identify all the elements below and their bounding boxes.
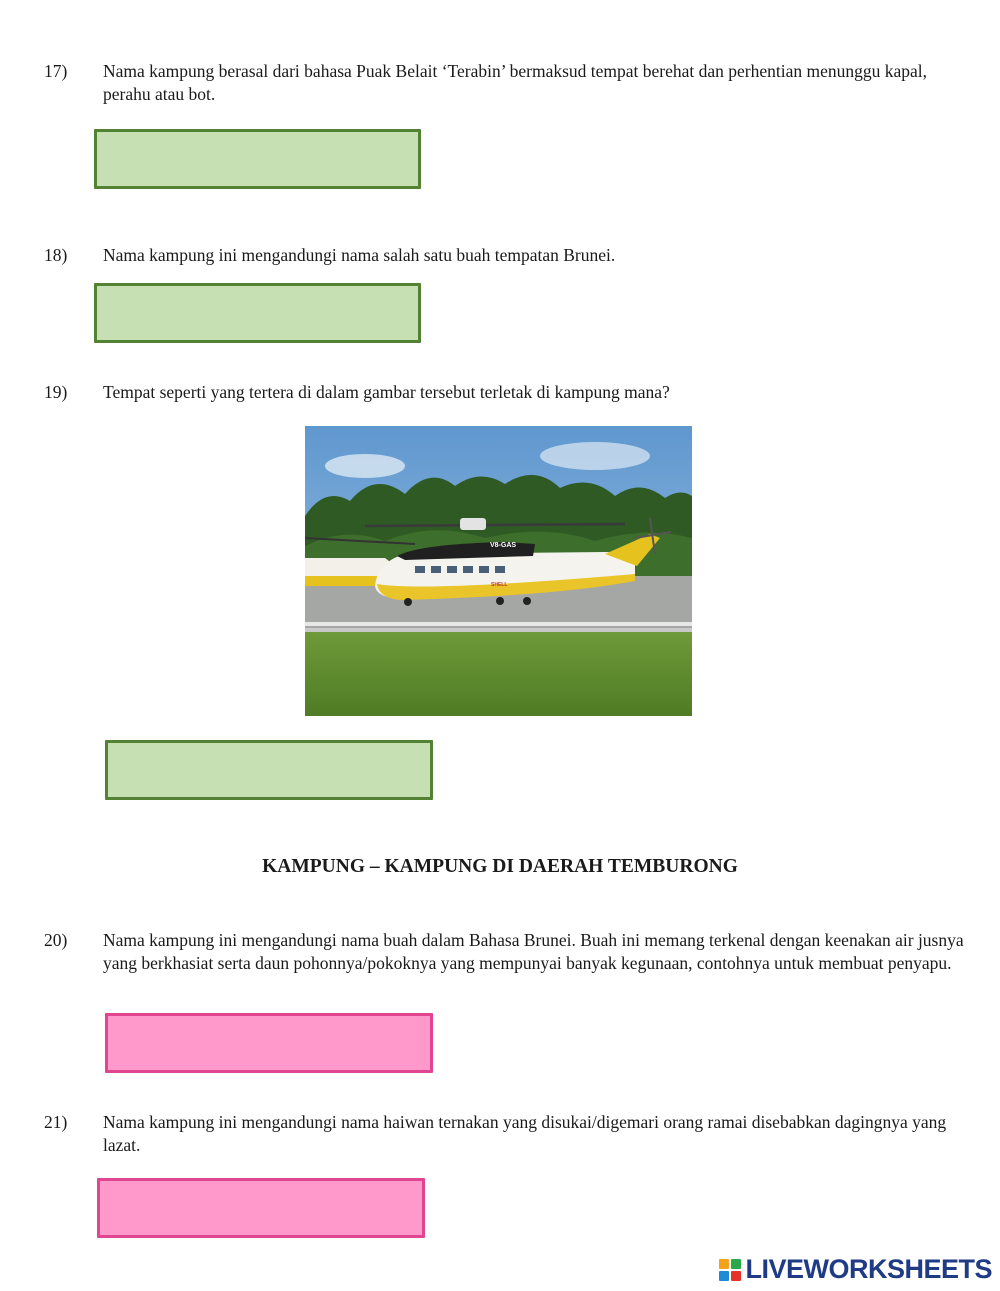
question-18 (44, 244, 964, 267)
question-number: 18) (44, 245, 68, 265)
answer-input-19[interactable] (105, 740, 433, 800)
question-text: Nama kampung ini mengandungi nama buah dalam Bahasa Brunei. Buah ini memang terkenal dengan keenakan air jusnya yang berkhasiat serta daun pohonnya/pokoknya yang mempunyai banyak kegunaan, contohnya untuk membuat penyapu. (103, 930, 964, 973)
question-number: 19) (44, 382, 68, 402)
answer-input-20[interactable] (105, 1013, 433, 1073)
question-20 (44, 929, 964, 975)
helicopter-photo (305, 426, 692, 716)
answer-input-21[interactable] (97, 1178, 425, 1238)
question-text: Nama kampung ini mengandungi nama salah satu buah tempatan Brunei. (103, 245, 616, 265)
question-number: 21) (44, 1112, 68, 1132)
question-21 (44, 1111, 964, 1157)
logo-text: LIVEWORKSHEETS (745, 1254, 992, 1284)
question-text: Nama kampung berasal dari bahasa Puak Belait ‘Terabin’ bermaksud tempat berehat dan perhentian menunggu kapal, perahu atau bot. (103, 61, 928, 104)
logo-blocks-icon (719, 1259, 741, 1281)
answer-input-18[interactable] (94, 283, 421, 343)
helicopter-logo-text: SHELL (491, 582, 508, 588)
liveworksheets-logo (719, 1254, 992, 1285)
question-17 (44, 60, 964, 106)
question-number: 17) (44, 61, 68, 81)
question-19 (44, 381, 964, 404)
question-number: 20) (44, 930, 68, 950)
question-text: Nama kampung ini mengandungi nama haiwan ternakan yang disukai/digemari orang ramai disebabkan dagingnya yang lazat. (103, 1112, 947, 1155)
answer-input-17[interactable] (94, 129, 421, 189)
question-text: Tempat seperti yang tertera di dalam gambar tersebut terletak di kampung mana? (103, 382, 670, 402)
section-heading: KAMPUNG – KAMPUNG DI DAERAH TEMBURONG (262, 856, 738, 877)
helicopter-registration: V8-GAS (490, 542, 517, 549)
